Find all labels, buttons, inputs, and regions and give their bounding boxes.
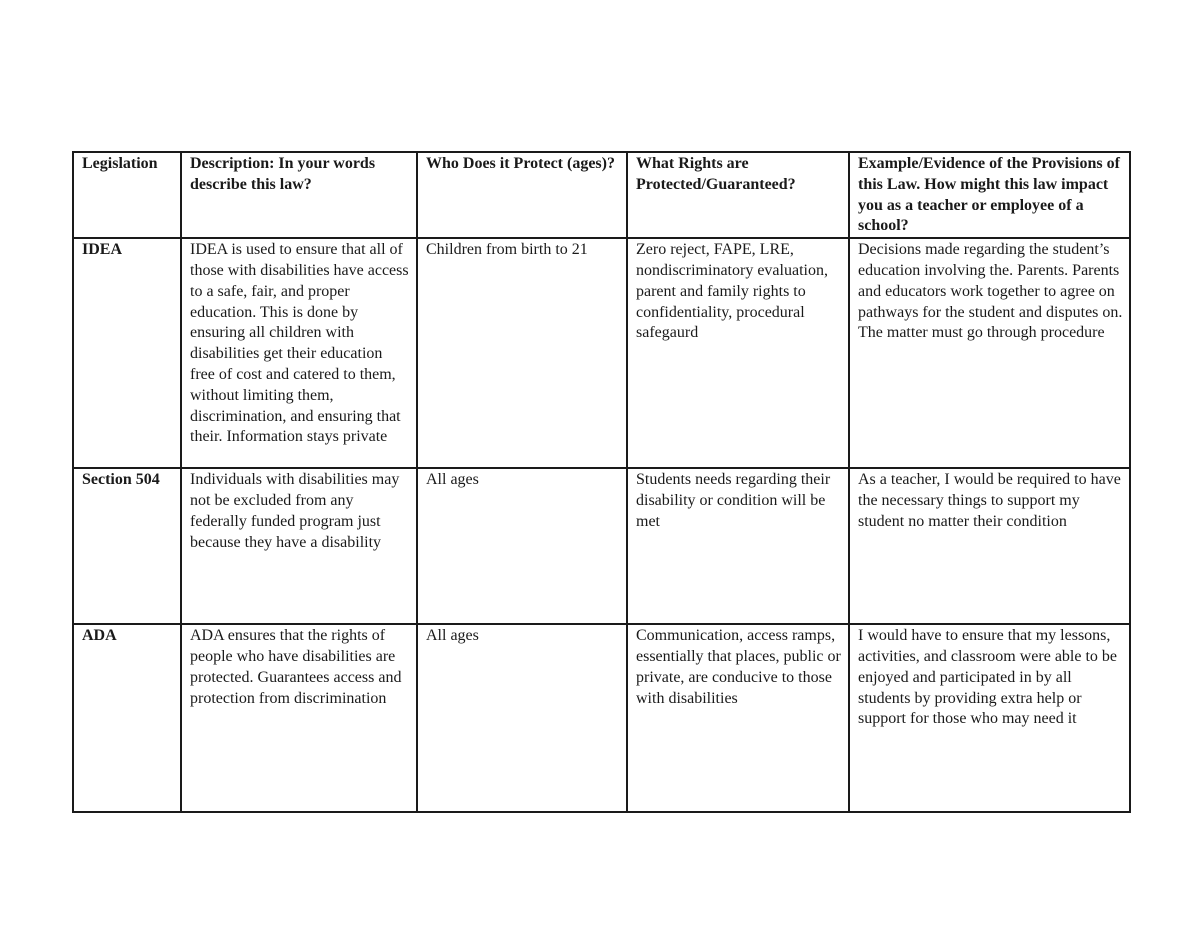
table-header-row (73, 152, 1130, 238)
header-rights: What Rights are Protected/Guaranteed? (627, 152, 849, 238)
header-who-protects: Who Does it Protect (ages)? (417, 152, 627, 238)
rights-cell: Communication, access ramps, essentially that places, public or private, are conducive to those with disabilities (627, 624, 849, 812)
protects-cell: Children from birth to 21 (417, 238, 627, 468)
legislation-cell: IDEA (73, 238, 181, 468)
rights-cell: Students needs regarding their disability or condition will be met (627, 468, 849, 624)
protects-cell: All ages (417, 468, 627, 624)
example-cell: As a teacher, I would be required to have the necessary things to support my student no matter their condition (849, 468, 1130, 624)
legislation-cell: ADA (73, 624, 181, 812)
table-row-ada (73, 624, 1130, 812)
rights-cell: Zero reject, FAPE, LRE, nondiscriminatory evaluation, parent and family rights to confidentiality, procedural safegaurd (627, 238, 849, 468)
description-cell: IDEA is used to ensure that all of those with disabilities have access to a safe, fair, and proper education. This is done by ensuring all children with disabilities get their education free of cost and catered to them, without limiting them, discrimination, and ensuring that their. Information stays private (181, 238, 417, 468)
example-cell: I would have to ensure that my lessons, activities, and classroom were able to be enjoyed and participated in by all students by providing extra help or support for those who may need it (849, 624, 1130, 812)
legislation-cell: Section 504 (73, 468, 181, 624)
description-cell: Individuals with disabilities may not be excluded from any federally funded program just because they have a disability (181, 468, 417, 624)
example-cell: Decisions made regarding the student’s education involving the. Parents. Parents and educators work together to agree on pathways for the student and disputes on. The matter must go through procedure (849, 238, 1130, 468)
header-legislation: Legislation (73, 152, 181, 238)
legislation-table (72, 151, 1131, 813)
description-cell: ADA ensures that the rights of people who have disabilities are protected. Guarantees access and protection from discrimination (181, 624, 417, 812)
protects-cell: All ages (417, 624, 627, 812)
table-row-section-504 (73, 468, 1130, 624)
table-row-idea (73, 238, 1130, 468)
header-example: Example/Evidence of the Provisions of this Law. How might this law impact you as a teacher or employee of a school? (849, 152, 1130, 238)
header-description: Description: In your words describe this law? (181, 152, 417, 238)
